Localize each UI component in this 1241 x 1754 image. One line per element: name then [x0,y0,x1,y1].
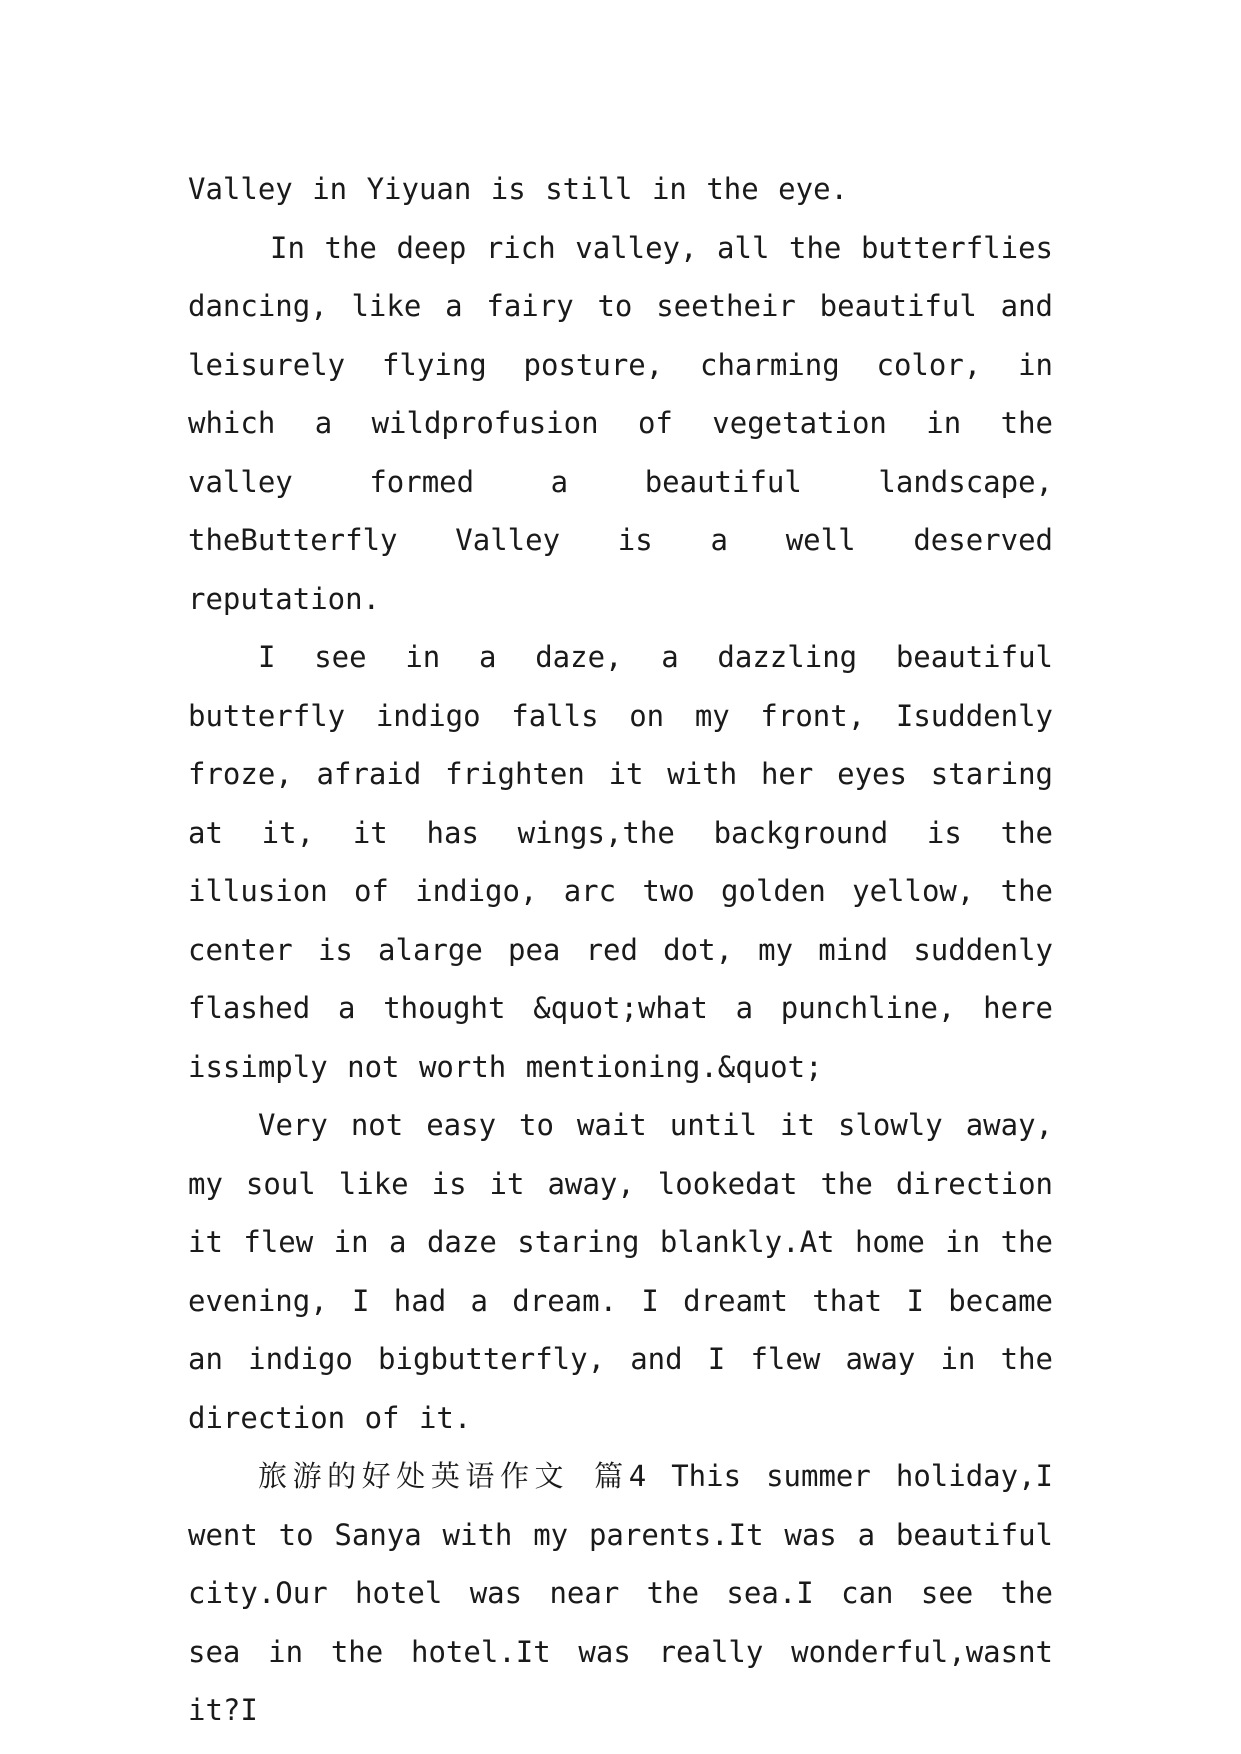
paragraph-butterfly: I see in a daze, a dazzling beautiful butterfly indigo falls on my front, Isuddenly froze, afraid frighten it with her eyes staring at it, it has wings,the background is the illusion of indigo, arc two golden yellow, the center is alarge pea red dot, my mind suddenly flashed a thought &quot;what a punchline, here issimply not worth mentioning.&quot; [188,640,1053,1084]
paragraph-essay-4: 旅游的好处英语作文 篇4 This summer holiday,I went to Sanya with my parents.It was a beautiful city.Our hotel was near the sea.I can see the sea in the hotel.It was really wonderful,wasnt it?I [188,1459,1053,1727]
paragraph-valley: In the deep rich valley, all the butterflies dancing, like a fairy to seetheir beautiful and leisurely flying posture, charming color, in which a wildprofusion of vegetation in the valley formed a beautiful landscape, theButterfly Valley is a well deserved reputation. [188,230,1053,616]
paragraph-continuation: Valley in Yiyuan is still in the eye. [188,172,849,206]
document-body [188,160,1053,1740]
paragraph-dream: Very not easy to wait until it slowly away, my soul like is it away, lookedat the direction it flew in a daze staring blankly.At home in the evening, I had a dream. I dreamt that I became an indigo bigbutterfly, and I flew away in the direction of it. [188,1108,1053,1435]
